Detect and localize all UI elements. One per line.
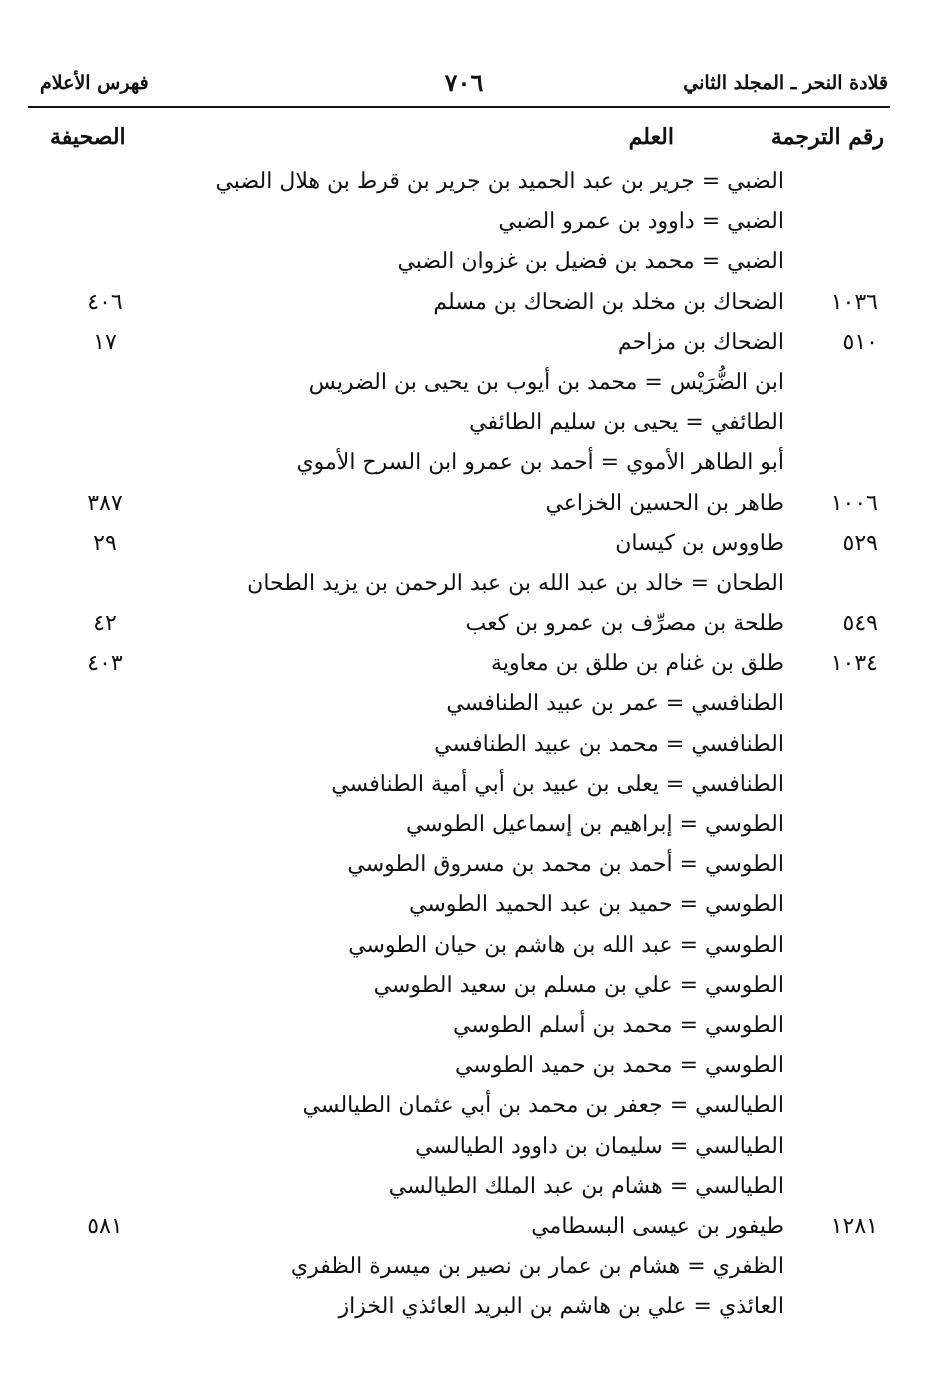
name-header: العلم bbox=[628, 124, 674, 150]
index-entry-row bbox=[50, 1046, 884, 1086]
page-number: ٧٠٦ bbox=[444, 68, 484, 97]
entry-name: طلحة بن مصرِّف بن عمرو بن كعب bbox=[465, 611, 784, 637]
entry-page: ٣٨٧ bbox=[87, 490, 123, 516]
entry-name: الطوسي = حميد بن عبد الحميد الطوسي bbox=[409, 892, 784, 918]
entry-name: الطوسي = عبد الله بن هاشم بن حيان الطوسي bbox=[348, 932, 784, 958]
entry-page: ٤٠٦ bbox=[87, 289, 123, 315]
column-headers bbox=[50, 124, 884, 158]
entry-name: الضبي = محمد بن فضيل بن غزوان الضبي bbox=[397, 249, 784, 275]
index-entry-row bbox=[50, 765, 884, 805]
index-entry-row bbox=[50, 725, 884, 765]
entry-name: الظفري = هشام بن عمار بن نصير بن ميسرة الظفري bbox=[290, 1254, 784, 1280]
index-entry-row bbox=[50, 966, 884, 1006]
index-entry-row bbox=[50, 805, 884, 845]
index-entry-row bbox=[50, 484, 884, 524]
index-entry-row bbox=[50, 845, 884, 885]
entry-page: ٥٨١ bbox=[87, 1213, 123, 1239]
index-entry-row bbox=[50, 1207, 884, 1247]
entry-name: الطنافسي = محمد بن عبيد الطنافسي bbox=[434, 731, 784, 757]
index-entry-row bbox=[50, 363, 884, 403]
entry-number: ٥١٠ bbox=[842, 329, 878, 355]
section-title: فهرس الأعلام bbox=[40, 72, 149, 94]
entry-page: ٢٩ bbox=[93, 530, 117, 556]
index-entry-row bbox=[50, 242, 884, 282]
page-header: الصحيفة bbox=[50, 124, 126, 150]
index-entry-row bbox=[50, 202, 884, 242]
index-entry-row bbox=[50, 1167, 884, 1207]
entry-name: طاووس بن كيسان bbox=[615, 530, 784, 556]
index-entry-row bbox=[50, 1086, 884, 1126]
entry-number: ١٠٣٤ bbox=[830, 651, 878, 677]
entry-number: ٥٤٩ bbox=[842, 611, 878, 637]
book-title: قلادة النحر ـ المجلد الثاني bbox=[683, 72, 888, 94]
entry-name: الضحاك بن مزاحم bbox=[617, 329, 784, 355]
entry-name: الضحاك بن مخلد بن الضحاك بن مسلم bbox=[433, 289, 784, 315]
entry-name: الطنافسي = يعلى بن عبيد بن أبي أمية الطنافسي bbox=[331, 771, 784, 797]
entry-name: الطحان = خالد بن عبد الله بن عبد الرحمن بن يزيد الطحان bbox=[247, 570, 784, 596]
entry-name: الطوسي = علي بن مسلم بن سعيد الطوسي bbox=[373, 972, 784, 998]
entry-name: أبو الطاهر الأموي = أحمد بن عمرو ابن السرح الأموي bbox=[296, 450, 784, 476]
index-entry-row bbox=[50, 644, 884, 684]
entry-name: الطوسي = محمد بن أسلم الطوسي bbox=[453, 1012, 784, 1038]
header-rule bbox=[28, 106, 890, 108]
entry-name: طاهر بن الحسين الخزاعي bbox=[545, 490, 784, 516]
entry-name: ابن الضُّرَيْس = محمد بن أيوب بن يحيى بن الضريس bbox=[308, 369, 784, 395]
index-entry-row bbox=[50, 283, 884, 323]
entry-name: الضبي = جرير بن عبد الحميد بن جرير بن قرط بن هلال الضبي bbox=[215, 169, 784, 194]
entry-name: الطيالسي = سليمان بن داوود الطيالسي bbox=[415, 1133, 784, 1159]
entry-name: العائذي = علي بن هاشم بن البريد العائذي الخزاز bbox=[338, 1294, 784, 1320]
entry-page: ٤٢ bbox=[93, 611, 117, 637]
index-entry-row bbox=[50, 524, 884, 564]
entry-page: ١٧ bbox=[93, 329, 117, 355]
entry-name: الطوسي = محمد بن حميد الطوسي bbox=[454, 1053, 784, 1079]
entry-name: طيفور بن عيسى البسطامي bbox=[531, 1213, 784, 1239]
entry-number: ١٠٣٦ bbox=[830, 289, 878, 315]
entry-number-header: رقم الترجمة bbox=[770, 124, 884, 150]
entry-name: الطائفي = يحيى بن سليم الطائفي bbox=[469, 410, 784, 436]
index-entry-row bbox=[50, 403, 884, 443]
index-entry-row bbox=[50, 604, 884, 644]
entry-name: الطنافسي = عمر بن عبيد الطنافسي bbox=[446, 691, 784, 717]
index-entry-row bbox=[50, 1006, 884, 1046]
index-entry-row bbox=[50, 684, 884, 724]
index-entry-row bbox=[50, 1287, 884, 1327]
entry-name: الطوسي = إبراهيم بن إسماعيل الطوسي bbox=[405, 812, 784, 837]
index-entry-row bbox=[50, 885, 884, 925]
index-entry-row bbox=[50, 443, 884, 483]
entry-number: ١٠٠٦ bbox=[830, 490, 878, 516]
entry-page: ٤٠٣ bbox=[87, 651, 123, 677]
index-entry-row bbox=[50, 323, 884, 363]
index-entry-row bbox=[50, 926, 884, 966]
index-entry-row bbox=[50, 1247, 884, 1287]
entry-name: الطيالسي = جعفر بن محمد بن أبي عثمان الطيالسي bbox=[302, 1093, 784, 1119]
index-entries bbox=[50, 162, 884, 1327]
entry-name: الضبي = داوود بن عمرو الضبي bbox=[498, 209, 784, 235]
index-entry-row bbox=[50, 1127, 884, 1167]
index-entry-row bbox=[50, 162, 884, 202]
index-entry-row bbox=[50, 564, 884, 604]
running-head bbox=[40, 68, 888, 108]
entry-name: الطيالسي = هشام بن عبد الملك الطيالسي bbox=[388, 1173, 784, 1199]
entry-name: طلق بن غنام بن طلق بن معاوية bbox=[491, 651, 784, 677]
entry-number: ١٢٨١ bbox=[830, 1213, 878, 1239]
entry-name: الطوسي = أحمد بن محمد بن مسروق الطوسي bbox=[347, 852, 784, 878]
entry-number: ٥٢٩ bbox=[842, 530, 878, 556]
